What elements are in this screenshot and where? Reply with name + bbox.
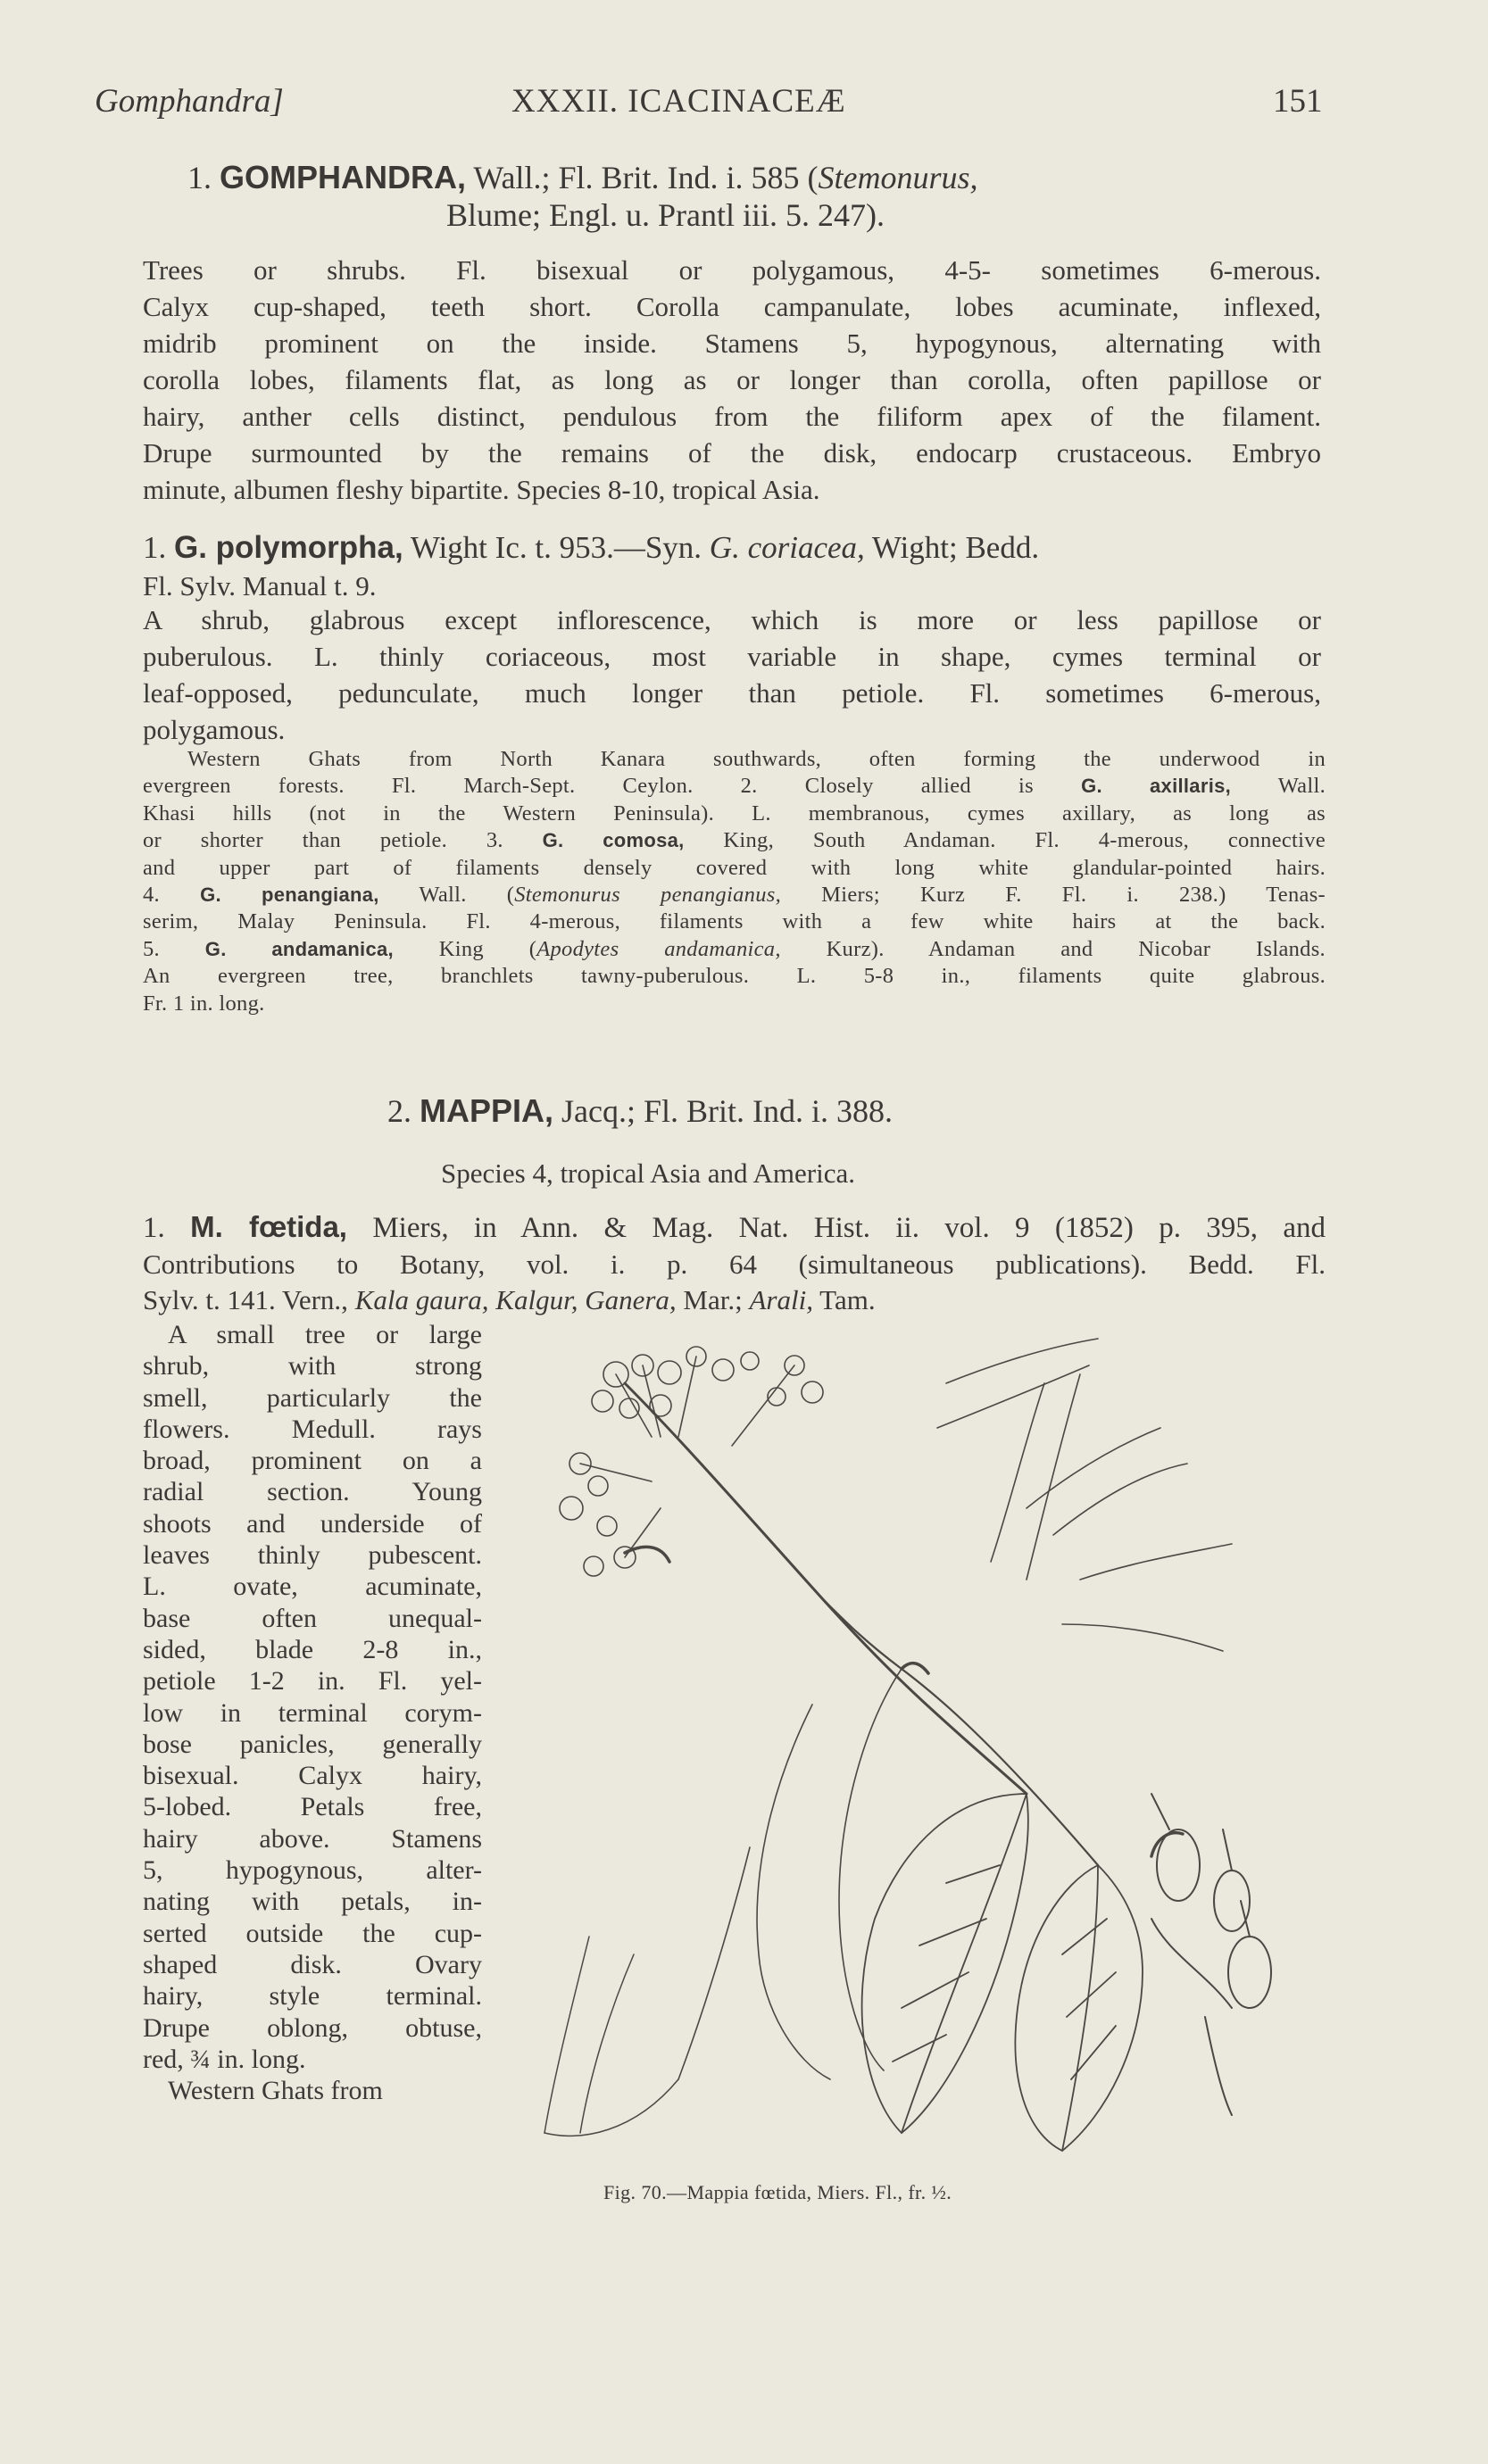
side-line: smell, particularly the xyxy=(143,1382,482,1413)
notes-line xyxy=(143,882,1326,908)
notes-species: G. penangiana, xyxy=(200,884,379,907)
leaf xyxy=(1015,1865,1143,2151)
description-line: hairy, anther cells distinct, pendulous from the filiform apex of the filament. xyxy=(143,401,1321,432)
species-number: 1. xyxy=(143,530,167,565)
genus-citation: Jacq.; Fl. Brit. Ind. i. 388. xyxy=(561,1093,894,1129)
species-side-description xyxy=(143,1319,482,2106)
vernacular-names: Kala gaura, Kalgur, Ganera, xyxy=(354,1284,677,1315)
side-line: petiole 1-2 in. Fl. yel- xyxy=(143,1666,482,1697)
side-line: radial section. Young xyxy=(143,1477,482,1507)
species-citation-line2: Contributions to Botany, vol. i. p. 64 (simultaneous publications). Bedd. Fl. xyxy=(143,1249,1326,1280)
side-line: shrub, with strong xyxy=(143,1351,482,1381)
side-line: broad, prominent on a xyxy=(143,1446,482,1476)
shading xyxy=(625,1547,1183,1856)
description-line: midrib prominent on the inside. Stamens 5, hypogynous, alternating with xyxy=(143,328,1321,359)
notes-line xyxy=(143,773,1326,800)
notes-line: An evergreen tree, branchlets tawny-puberulous. L. 5-8 in., filaments quite glabrous. xyxy=(143,964,1326,989)
species-description xyxy=(143,601,1321,748)
side-line: shoots and underside of xyxy=(143,1508,482,1539)
side-line: 5-lobed. Petals free, xyxy=(143,1792,482,1822)
species-notes xyxy=(143,746,1326,1017)
figure-caption: Fig. 70.—Mappia fœtida, Miers. Fl., fr. ½. xyxy=(603,2181,952,2203)
side-line: nating with petals, in- xyxy=(143,1887,482,1917)
notes-text: or shorter than petiole. 3. xyxy=(143,828,503,853)
notes-species: G. axillaris, xyxy=(1081,775,1232,798)
side-line: bose panicles, generally xyxy=(143,1729,482,1759)
drupe xyxy=(1151,1794,1271,2115)
notes-text: 5. xyxy=(143,936,160,961)
side-line: red, ¾ in. long. xyxy=(143,2044,306,2074)
leaf xyxy=(544,1937,678,2136)
genus-name: GOMPHANDRA, xyxy=(220,159,466,195)
notes-text: Wall. xyxy=(1277,774,1326,799)
genus-citation: Wall.; Fl. Brit. Ind. i. 585 xyxy=(473,160,800,195)
side-line: sided, blade 2-8 in., xyxy=(143,1634,482,1664)
description-line: leaf-opposed, pedunculate, much longer than petiole. Fl. sometimes 6-merous, xyxy=(143,677,1321,709)
notes-species: G. comosa, xyxy=(542,829,685,852)
side-line: hairy, style terminal. xyxy=(143,1981,482,2012)
notes-species: G. andamanica, xyxy=(204,937,394,960)
genus-number: 2. xyxy=(387,1093,411,1129)
running-header-title: XXXII. ICACINACEÆ xyxy=(511,83,846,120)
description-line: minute, albumen fleshy bipartite. Species 8-10, tropical Asia. xyxy=(143,474,820,505)
notes-line: serim, Malay Peninsula. Fl. 4-merous, filaments with a few white hairs at the back. xyxy=(143,909,1326,934)
side-line: Western Ghats from xyxy=(168,2076,383,2106)
species-citation-tail: Wight; Bedd. xyxy=(871,530,1040,565)
description-line: Drupe surmounted by the remains of the disk, endocarp crustaceous. Embryo xyxy=(143,437,1321,469)
description-line: puberulous. L. thinly coriaceous, most variable in shape, cymes terminal or xyxy=(143,641,1321,672)
side-line: base often unequal- xyxy=(143,1603,482,1633)
genus-heading-gomphandra xyxy=(187,159,977,196)
side-line: low in terminal corym- xyxy=(143,1697,482,1728)
leaf xyxy=(937,1339,1232,1651)
side-line: bisexual. Calyx hairy, xyxy=(143,1761,482,1791)
notes-text: King ( xyxy=(438,936,537,961)
genus-heading-mappia xyxy=(387,1092,893,1130)
synonym-paren: ( xyxy=(807,160,819,195)
leaf xyxy=(862,1794,1028,2133)
description-line: corolla lobes, filaments flat, as long as or longer than corolla, often papillose or xyxy=(143,364,1321,395)
species-heading-foetida xyxy=(143,1208,1326,1247)
notes-line: Western Ghats from North Kanara southwards, often forming the underwood in xyxy=(187,747,1326,771)
mappia-foetida-illustration xyxy=(527,1330,1330,2160)
genus-synonym: Stemonurus, xyxy=(818,160,978,195)
notes-text: 4. xyxy=(143,883,160,908)
genus-description xyxy=(143,252,1321,508)
page-number: 151 xyxy=(1273,83,1323,120)
side-line: 5, hypogynous, alter- xyxy=(143,1855,482,1886)
genus-number: 1. xyxy=(187,160,212,195)
species-heading-polymorpha xyxy=(143,530,1321,566)
species-name: M. fœtida, xyxy=(190,1210,347,1243)
description-line: Calyx cup-shaped, teeth short. Corolla campanulate, lobes acuminate, inflexed, xyxy=(143,291,1321,322)
side-line: leaves thinly pubescent. xyxy=(143,1540,482,1571)
side-line: shaped disk. Ovary xyxy=(143,1949,482,1979)
species-synonym: G. coriacea, xyxy=(709,530,865,565)
side-line: serted outside the cup- xyxy=(143,1918,482,1948)
citation-text: Tam. xyxy=(819,1284,876,1315)
notes-line xyxy=(143,936,1326,963)
notes-text: Kurz). Andaman and Nicobar Islands. xyxy=(826,936,1326,961)
notes-text: King, South Andaman. Fl. 4-merous, connective xyxy=(723,828,1326,853)
inflorescence-cluster xyxy=(560,1347,823,1576)
notes-synonym: Stemonurus penangianus, xyxy=(514,883,781,908)
side-line: hairy above. Stamens xyxy=(143,1823,482,1854)
description-line: Trees or shrubs. Fl. bisexual or polygamous, 4-5- sometimes 6-merous. xyxy=(143,254,1321,286)
citation-text: Mar.; xyxy=(683,1284,743,1315)
notes-text: Wall. ( xyxy=(419,883,515,908)
citation-text: Sylv. t. 141. Vern., xyxy=(143,1284,348,1315)
side-line: flowers. Medull. rays xyxy=(143,1414,482,1444)
vernacular-names: Arali, xyxy=(749,1284,813,1315)
notes-synonym: Apodytes andamanica, xyxy=(536,936,781,961)
notes-line: Khasi hills (not in the Western Peninsula). L. membranous, cymes axillary, as long as xyxy=(143,801,1326,825)
species-citation-line3 xyxy=(143,1282,876,1318)
notes-line: and upper part of filaments densely covered with long white glandular-pointed hairs. xyxy=(143,855,1326,880)
notes-line: Fr. 1 in. long. xyxy=(143,991,265,1016)
side-line: L. ovate, acuminate, xyxy=(143,1572,482,1602)
notes-text: Miers; Kurz F. Fl. i. 238.) Tenas- xyxy=(821,883,1326,908)
species-citation: Miers, in Ann. & Mag. Nat. Hist. ii. vol. 9 (1852) p. 395, and xyxy=(372,1212,1326,1244)
notes-line xyxy=(143,827,1326,854)
species-name: G. polymorpha, xyxy=(174,530,403,565)
description-line: polygamous. xyxy=(143,714,286,745)
botanical-illustration xyxy=(527,1330,1330,2160)
description-line: A shrub, glabrous except inflorescence, which is more or less papillose or xyxy=(143,604,1321,635)
side-line: A small tree or large xyxy=(168,1320,482,1349)
species-citation-line2: Fl. Sylv. Manual t. 9. xyxy=(143,570,377,601)
genus-heading-line2: Blume; Engl. u. Prantl iii. 5. 247). xyxy=(446,197,885,233)
species-citation: Wight Ic. t. 953.—Syn. xyxy=(410,530,702,565)
side-line: Drupe oblong, obtuse, xyxy=(143,2012,482,2043)
genus-name: MAPPIA, xyxy=(420,1092,554,1129)
species-number: 1. xyxy=(143,1212,165,1244)
notes-text: evergreen forests. Fl. March-Sept. Ceylon. 2. Closely allied is xyxy=(143,774,1034,799)
genus-species-count: Species 4, tropical Asia and America. xyxy=(441,1157,856,1189)
leaf xyxy=(678,1669,902,2079)
running-header-left: Gomphandra] xyxy=(95,83,284,120)
